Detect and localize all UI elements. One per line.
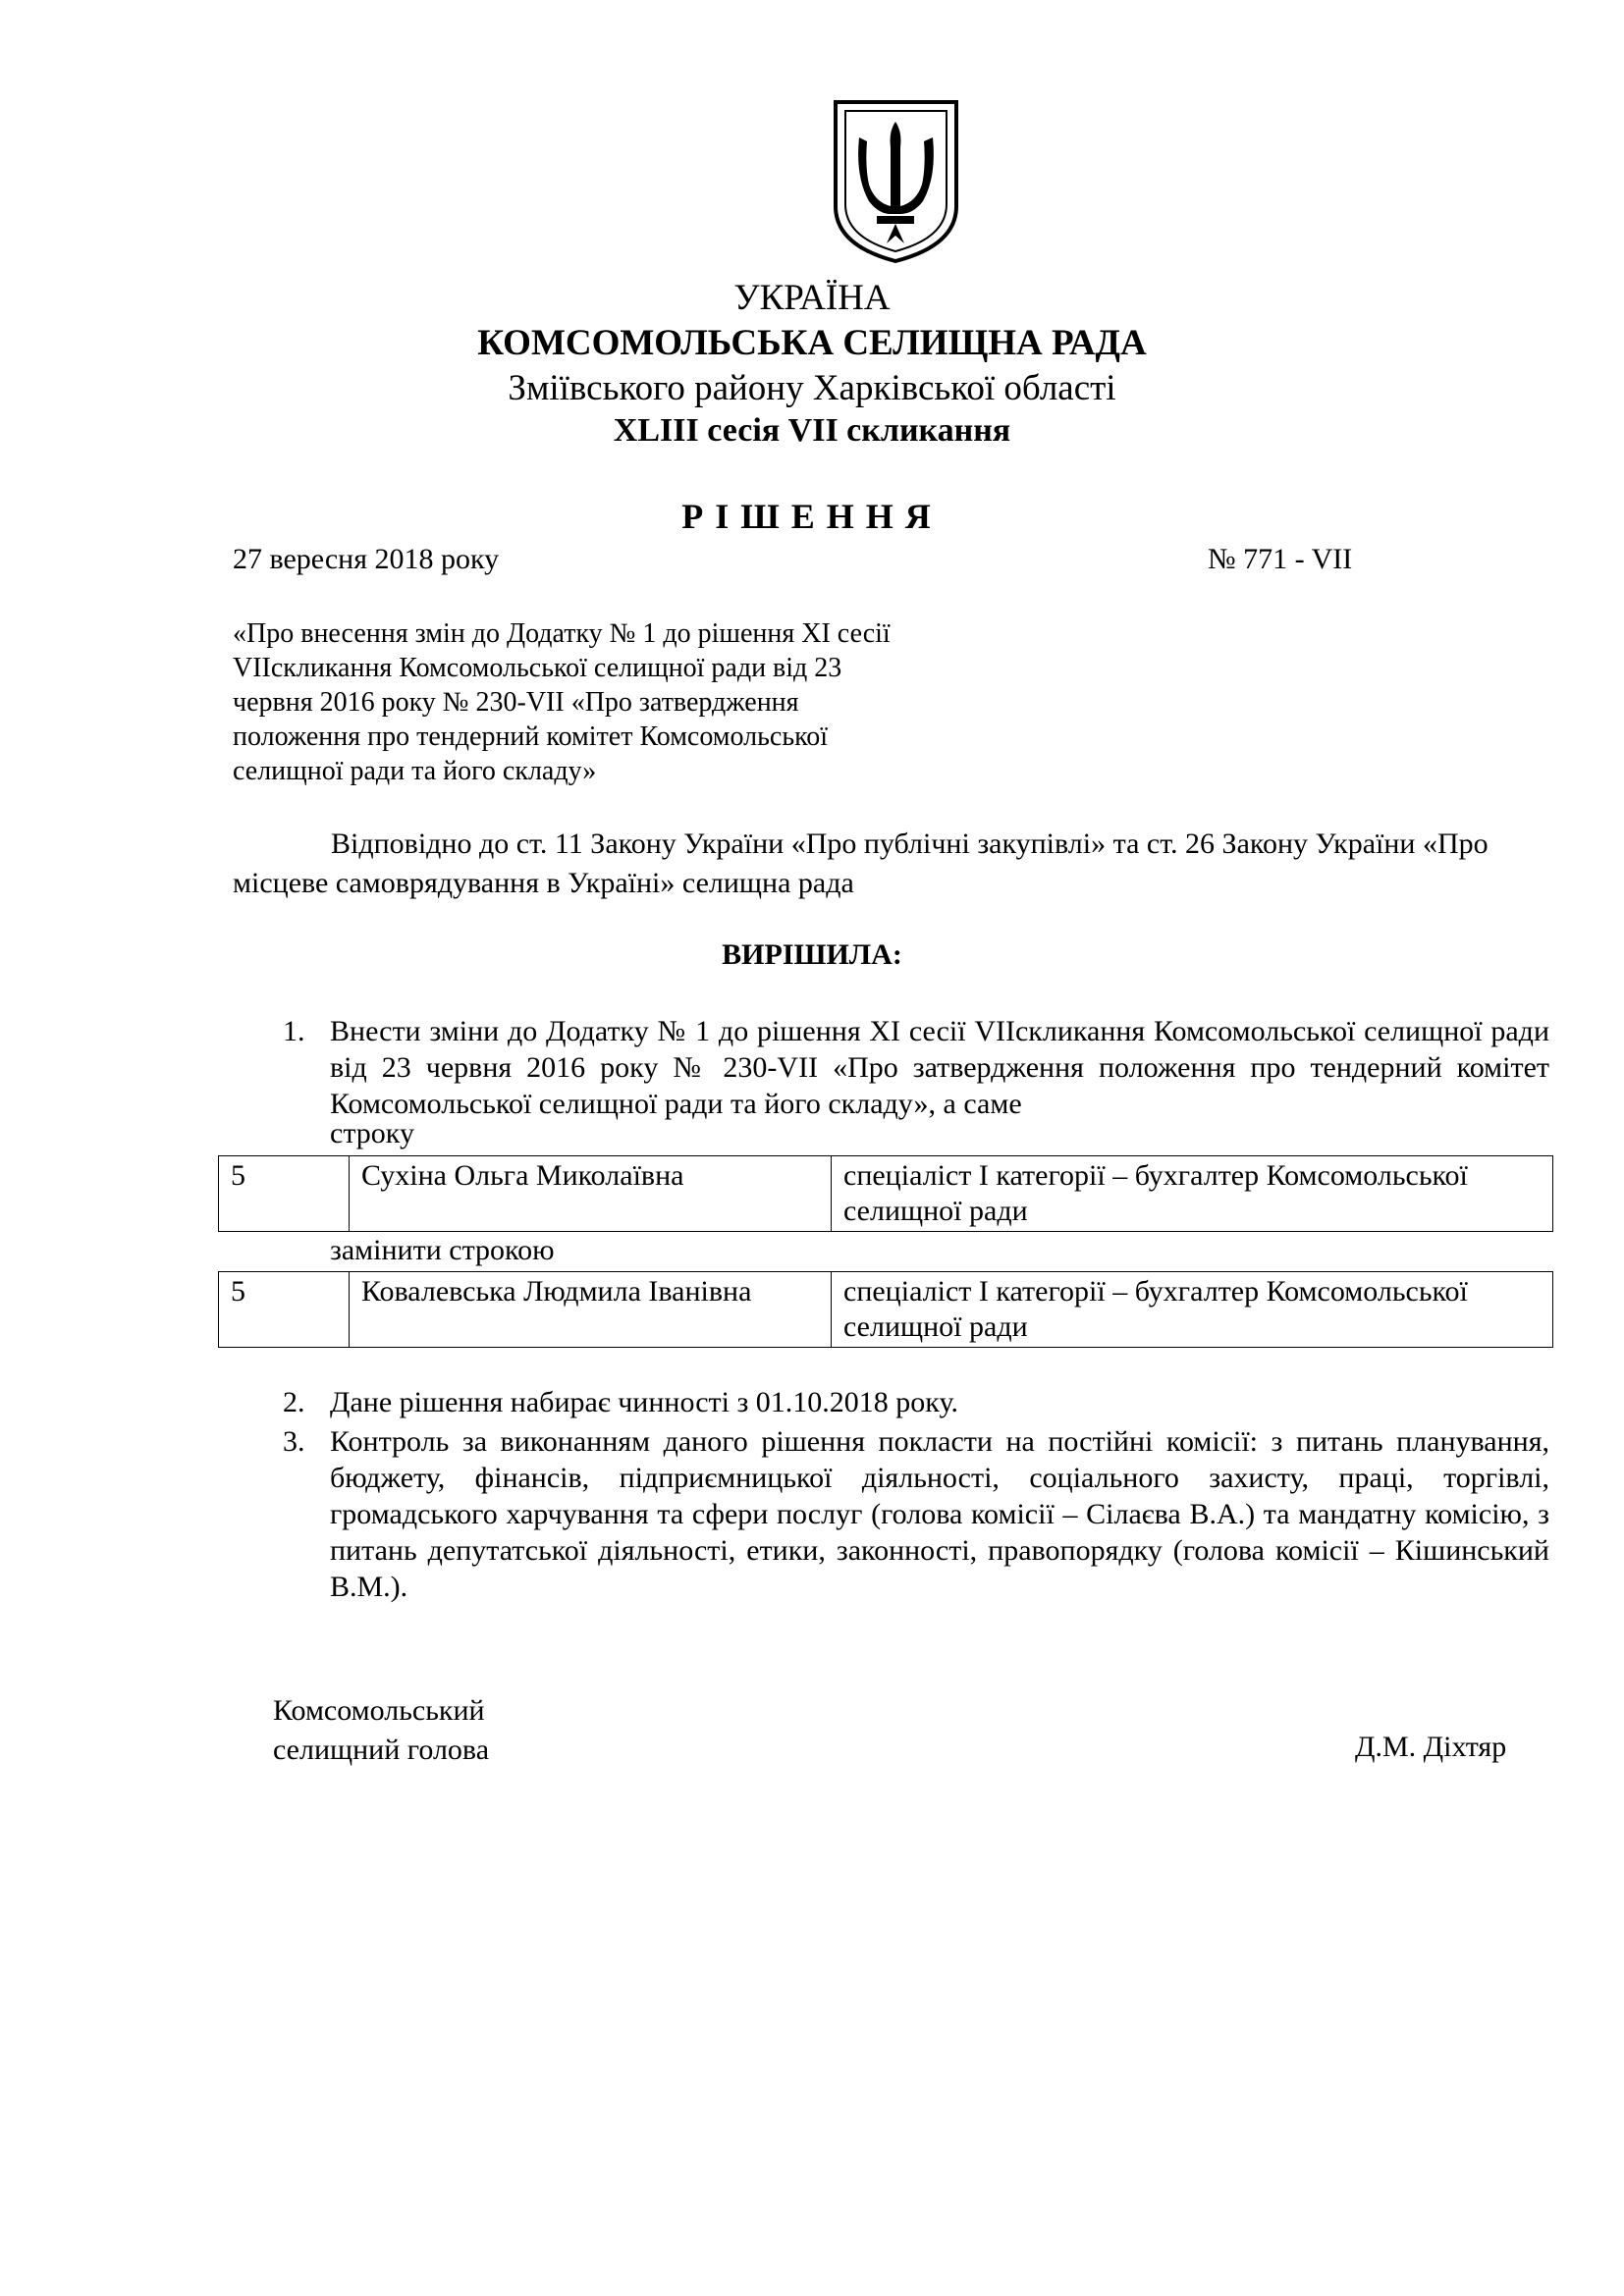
list-item-text: Внести зміни до Додатку № 1 до рішення XI сесії VIIскликання Комсомольської селищної ради від 23 червня 2016 року № 230-VII «Про затвердження положення про тендерний комітет Комсомольської селищної ради та його складу», а саме bbox=[330, 1015, 1549, 1120]
decision-date: 27 вересня 2018 року bbox=[233, 543, 500, 575]
table-cell-name: Сухіна Ольга Миколаївна bbox=[350, 1156, 832, 1232]
list-item-number: 1. bbox=[283, 1015, 305, 1047]
resolved-heading: ВИРІШИЛА: bbox=[722, 938, 902, 971]
table-cell-position: спеціаліст І категорії – бухгалтер Комсомольської селищної ради bbox=[832, 1156, 1553, 1232]
old-row-table bbox=[218, 1155, 1553, 1232]
signatory-role-line-1: Комсомольський bbox=[273, 1694, 485, 1727]
table-row bbox=[219, 1272, 1553, 1348]
preamble: Відповідно до ст. 11 Закону України «Про публічні закупівлі» та ст. 26 Закону України «Про місцеве самоврядування в Україні» селищна рада bbox=[233, 828, 1489, 899]
table-cell-name: Ковалевська Людмила Іванівна bbox=[350, 1272, 832, 1348]
decision-number: № 771 - VII bbox=[1208, 543, 1353, 575]
council-name: КОМСОМОЛЬСЬКА СЕЛИЩНА РАДА bbox=[477, 323, 1147, 363]
district-name: Зміївського району Харківської області bbox=[508, 368, 1116, 408]
country-name: УКРАЇНА bbox=[733, 278, 891, 318]
new-row-table bbox=[218, 1271, 1553, 1348]
decision-title: РІШЕННЯ bbox=[681, 497, 943, 536]
table-cell-number: 5 bbox=[219, 1156, 350, 1232]
signatory-name: Д.М. Діхтяр bbox=[1355, 1731, 1507, 1763]
signatory-role bbox=[273, 1691, 489, 1770]
list-item-number: 2. bbox=[283, 1386, 305, 1418]
list-item-number: 3. bbox=[283, 1425, 305, 1458]
decision-subject: «Про внесення змін до Додатку № 1 до рішення XI сесії VIIскликання Комсомольської селищної ради від 23 червня 2016 року № 230-VII «Про затвердження положення про тендерний комітет Комсомольської селищної ради та його складу» bbox=[233, 618, 891, 786]
list-item-text: Контроль за виконанням даного рішення покласти на постійні комісії: з питань планування, бюджету, фінансів, підприємницької діяльності, соціального захисту, праці, торгівлі, громадського харчування та сфери послуг (голова комісії – Сілаєва В.А.) та мандатну комісію, з питань депутатської діяльності, етики, законності, правопорядку (голова комісії – Кішинський В.М.). bbox=[330, 1425, 1549, 1603]
list-item-1 bbox=[283, 1013, 1549, 1122]
session-name: XLIII сесія VII скликання bbox=[613, 412, 1011, 449]
new-row-label: замінити строкою bbox=[330, 1234, 555, 1266]
table-cell-position: спеціаліст І категорії – бухгалтер Комсомольської селищної ради bbox=[832, 1272, 1553, 1348]
list-item-text: Дане рішення набирає чинності з 01.10.2018 року. bbox=[330, 1386, 958, 1418]
signatory-role-line-2: селищний голова bbox=[273, 1734, 490, 1766]
list-item-3 bbox=[283, 1423, 1549, 1605]
list-item-2 bbox=[283, 1384, 1549, 1420]
table-cell-number: 5 bbox=[219, 1272, 350, 1348]
table-row bbox=[219, 1156, 1553, 1232]
old-row-label: строку bbox=[330, 1117, 414, 1149]
trident-coat-of-arms-icon bbox=[830, 98, 962, 265]
